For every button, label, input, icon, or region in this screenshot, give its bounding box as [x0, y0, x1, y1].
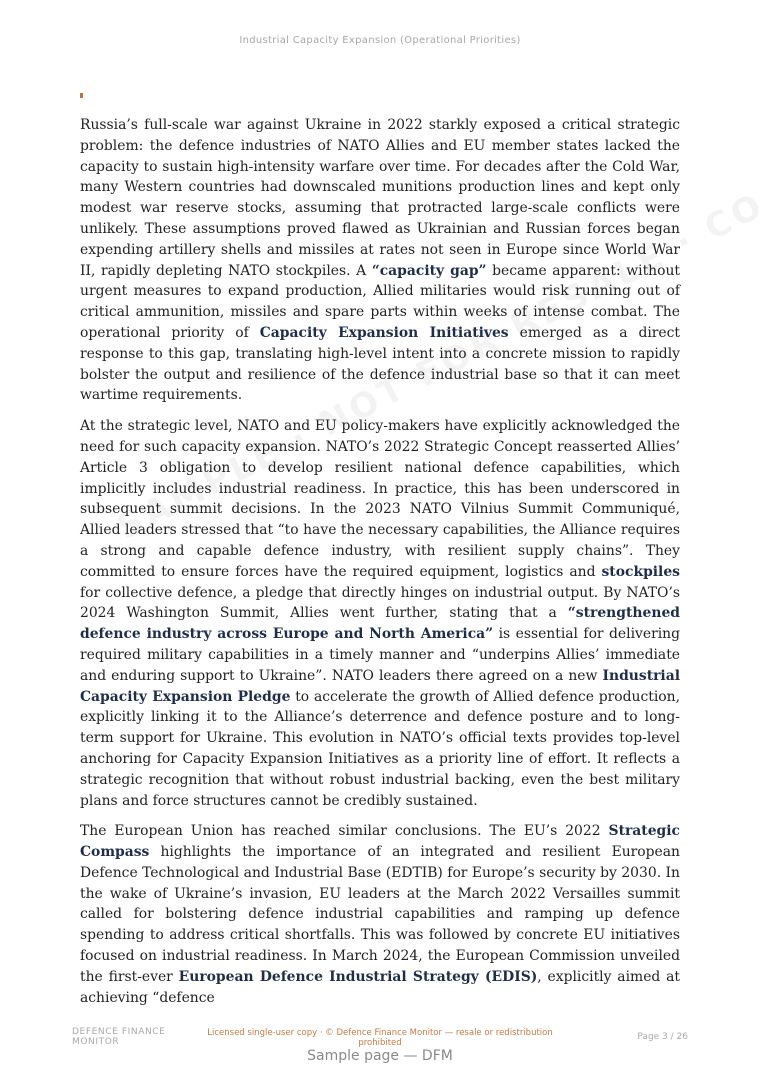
emphasis-text: Capacity Expansion Initiatives — [259, 324, 509, 341]
publisher-line-1: DEFENCE FINANCE — [72, 1027, 166, 1037]
body-text-run: The European Union has reached similar conclusions. The EU’s 2022 — [80, 823, 609, 840]
body-text-run: Russia’s full-scale war against Ukraine in 2022 starkly exposed a critical strategic problem: the defence industries of NATO Allies and EU member states lacked the capacity to sustain high-intensity warfare over time. For decades after the Cold War, many Western countries had downscaled munitions production lines and kept only modest war reserve stocks, assuming that protracted large-scale conflicts were unlikely. These assumptions proved flawed as Ukrainian and Russian forces began expending artillery shells and missiles at rates not seen in Europe since World War II, rapidly depleting NATO stockpiles. A — [80, 117, 680, 279]
publisher-line-2: MONITOR — [72, 1037, 120, 1047]
paragraph-3 — [80, 821, 680, 1008]
emphasis-text: “capacity gap” — [371, 262, 487, 279]
body-text-run: , explicitly aimed at achieving “defence — [80, 968, 680, 1006]
license-notice: Licensed single-user copy · © Defence Finance Monitor — resale or redistribution prohibited — [207, 1028, 553, 1048]
sample-page-label: Sample page — DFM — [307, 1048, 453, 1064]
body-text-run: is essential for delivering required military capabilities in a timely manner and “underpins Allies’ immediate and enduring support to Ukraine”. NATO leaders there agreed on a new — [80, 626, 680, 684]
body-text-run: highlights the importance of an integrated and resilient European Defence Technological and Industrial Base (EDTIB) for Europe’s security by 2030. In the wake of Ukraine’s invasion, EU leaders at the March 2022 Versailles summit called for bolstering defence industrial capabilities and ramping up defence spending to address critical shortfalls. This was followed by concrete EU initiatives focused on industrial readiness. In March 2024, the European Commission unveiled the first-ever — [80, 844, 680, 985]
publisher-logo-text — [72, 1027, 202, 1047]
body-text-run: emerged as a direct response to this gap, translating high-level intent into a concrete mission to rapidly bolster the output and resilience of the defence industrial base so that it can meet wartime requirements. — [80, 324, 680, 404]
emphasis-text: stockpiles — [601, 563, 680, 580]
paragraph-1 — [80, 115, 680, 406]
emphasis-text: Strategic Compass — [80, 823, 680, 861]
body-text-run: At the strategic level, NATO and EU policy-makers have explicitly acknowledged the need for such capacity expansion. NATO’s 2022 Strategic Concept reasserted Allies’ Article 3 obligation to develop resilient national defence capabilities, which implicitly includes industrial readiness. In practice, this has been underscored in subsequent summit decisions. In the 2023 NATO Vilnius Summit Communiqué, Allied leaders stressed that “to have the necessary capabilities, the Alliance requires a strong and capable defence industry, with resilient supply chains”. They committed to ensure forces have the required equipment, logistics and — [80, 418, 680, 580]
emphasis-text: “strengthened defence industry across Europe and North America” — [80, 605, 680, 643]
body-text-run: for collective defence, a pledge that directly hinges on industrial output. By NATO’s 2024 Washington Summit, Allies went further, stating that a — [80, 584, 680, 622]
emphasis-text: European Defence Industrial Strategy (EDIS) — [178, 968, 538, 985]
body-text-run: to accelerate the growth of Allied defence production, explicitly linking it to the Alliance’s deterrence and defence posture and to long-term support for Ukraine. This evolution in NATO’s official texts provides top-level anchoring for Capacity Expansion Initiatives as a priority line of effort. It reflects a strategic recognition that without robust industrial backing, even the best military plans and force structures cannot be credibly sustained. — [80, 688, 680, 809]
body-text — [80, 115, 680, 1018]
emphasis-text: Industrial Capacity Expansion Pledge — [80, 667, 680, 705]
running-header: Industrial Capacity Expansion (Operational Priorities) — [239, 35, 521, 46]
body-text-run: became apparent: without urgent measures to expand production, Allied militaries would risk running out of critical ammunition, missiles and spare parts within weeks of intense combat. The operational priority of — [80, 262, 680, 341]
section-marker — [80, 93, 83, 98]
paragraph-2 — [80, 416, 680, 811]
page-number: Page 3 / 26 — [637, 1032, 688, 1042]
